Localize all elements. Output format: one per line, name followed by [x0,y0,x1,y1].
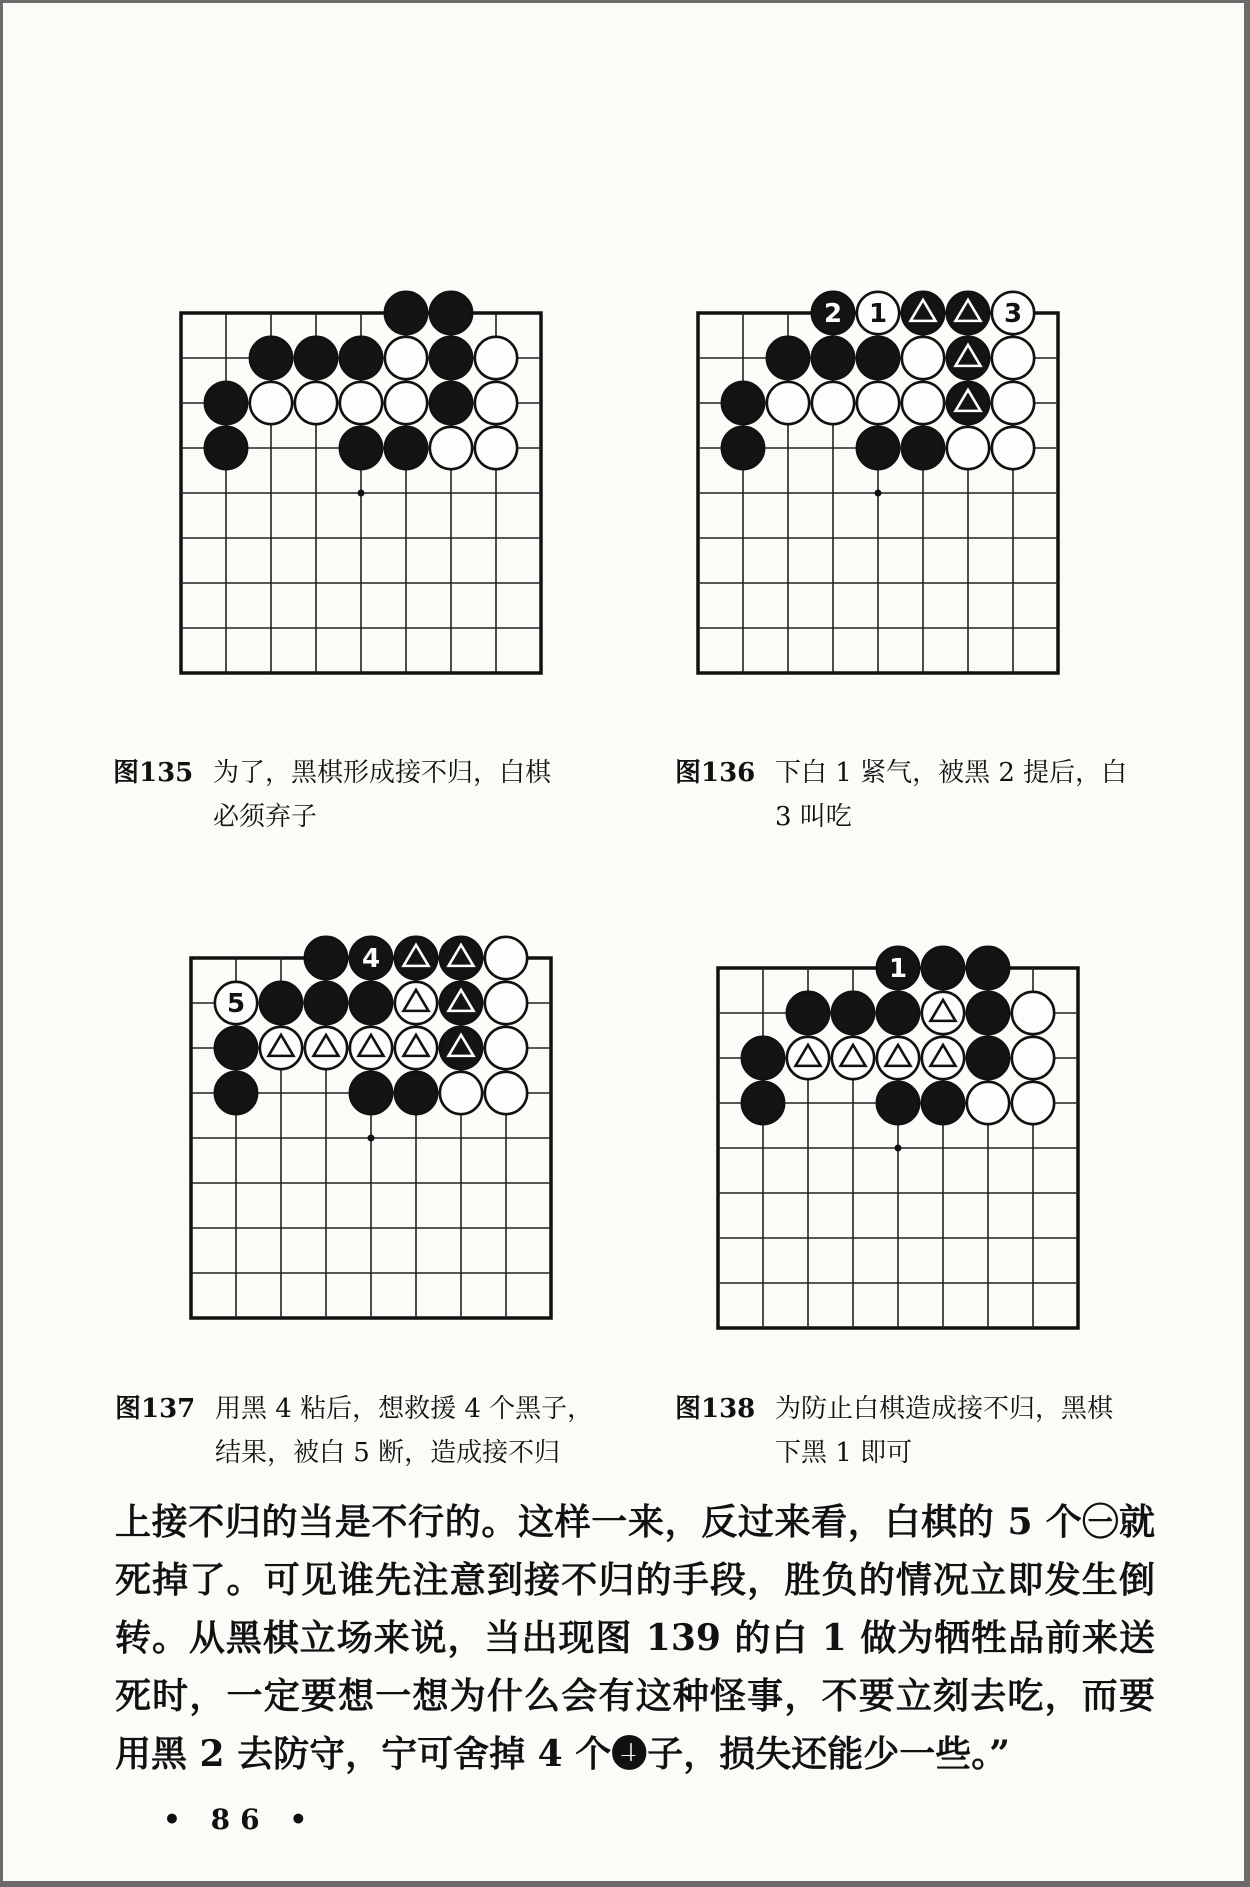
white-stone [967,1082,1009,1124]
caption-text: 用黑 4 粘后，想救援 4 个黑子， 结果，被白 5 断，造成接不归 [215,1394,594,1468]
move-number: 1 [868,299,888,329]
black-stone [395,937,437,979]
black-stone [430,337,472,379]
black-stone [902,292,944,334]
figure-label: 图138 [675,1394,756,1424]
caption-135 [113,751,613,839]
white-stone [902,382,944,424]
go-diagram-135 [181,293,571,693]
black-stone [215,1027,257,1069]
black-stone [967,992,1009,1034]
white-stone [947,427,989,469]
caption-137 [115,1387,655,1475]
white-stone [475,382,517,424]
white-stone [440,1072,482,1114]
black-stone [260,982,302,1024]
star-point [368,1135,375,1142]
black-stone [305,937,347,979]
white-stone [922,992,964,1034]
black-stone [742,1082,784,1124]
black-stone [340,427,382,469]
white-stone [922,1037,964,1079]
book-page [3,3,1244,1881]
white-stone [1012,1037,1054,1079]
white-stone [485,982,527,1024]
black-stone [395,1072,437,1114]
black-stone [440,982,482,1024]
black-stone [877,1082,919,1124]
body-paragraph [115,1493,1155,1783]
move-number: 1 [888,954,908,984]
white-stone [877,1037,919,1079]
caption-text: 为防止白棋造成接不归，黑棋 下黑 1 即可 [775,1394,1114,1468]
caption-text: 下白 1 紧气，被黑 2 提后，白 3 叫吃 [775,758,1128,832]
white-stone [485,937,527,979]
white-stone [475,337,517,379]
black-stone [877,992,919,1034]
move-number: 3 [1003,299,1023,329]
black-stone [215,1072,257,1114]
black-stone [385,427,427,469]
paragraph-text: 上接不归的当是不行的。这样一来，反过来看，白棋的 5 个㊀就死掉了。可见谁先注意到接不归的手段，胜负的情况立即发生倒转。从黑棋立场来说，当出现图 139 的白 1 做为牺牲品前来送死时，一定要想一想为什么会有这种怪事，不要立刻去吃，而要用黑 2 去防守，宁可舍掉 4 个❹子，损失还能少一些。” [115,1501,1155,1775]
black-stone [440,1027,482,1069]
black-stone [350,982,392,1024]
black-stone [812,337,854,379]
figure-label: 图136 [675,758,756,788]
go-diagram-136 [698,293,1088,693]
white-stone [305,1027,347,1069]
white-stone [250,382,292,424]
black-stone [922,947,964,989]
black-stone [922,1082,964,1124]
white-stone [485,1072,527,1114]
black-stone [902,427,944,469]
white-stone [812,382,854,424]
white-stone [992,292,1034,334]
white-stone [430,427,472,469]
white-stone [1012,992,1054,1034]
white-stone [902,337,944,379]
white-stone [395,1027,437,1069]
black-stone [787,992,829,1034]
black-stone [832,992,874,1034]
white-stone [787,1037,829,1079]
white-stone [992,427,1034,469]
black-stone [857,337,899,379]
figure-label: 图135 [113,758,194,788]
black-stone [722,382,764,424]
move-number: 4 [361,944,381,974]
black-stone [350,937,392,979]
black-stone [947,382,989,424]
white-stone [832,1037,874,1079]
star-point [875,490,882,497]
black-stone [742,1037,784,1079]
figure-label: 图137 [115,1394,196,1424]
black-stone [812,292,854,334]
white-stone [295,382,337,424]
page-number: • 86 • [163,1803,318,1836]
star-point [895,1145,902,1152]
move-number: 2 [823,299,843,329]
white-stone [475,427,517,469]
black-stone [947,292,989,334]
white-stone [260,1027,302,1069]
go-diagram-137 [191,938,581,1338]
white-stone [350,1027,392,1069]
black-stone [440,937,482,979]
white-stone [857,382,899,424]
white-stone [1012,1082,1054,1124]
black-stone [295,337,337,379]
black-stone [722,427,764,469]
go-diagram-138 [718,948,1108,1348]
black-stone [350,1072,392,1114]
white-stone [992,382,1034,424]
black-stone [967,947,1009,989]
black-stone [205,427,247,469]
black-stone [967,1037,1009,1079]
move-number: 5 [226,989,246,1019]
black-stone [250,337,292,379]
black-stone [877,947,919,989]
caption-text: 为了，黑棋形成接不归，白棋 必须弃子 [213,758,552,832]
white-stone [340,382,382,424]
white-stone [215,982,257,1024]
white-stone [385,337,427,379]
white-stone [992,337,1034,379]
white-stone [857,292,899,334]
caption-138 [675,1387,1195,1475]
white-stone [485,1027,527,1069]
white-stone [385,382,427,424]
black-stone [205,382,247,424]
white-stone [395,982,437,1024]
black-stone [385,292,427,334]
white-stone [767,382,809,424]
black-stone [857,427,899,469]
black-stone [767,337,809,379]
black-stone [430,382,472,424]
black-stone [430,292,472,334]
black-stone [947,337,989,379]
black-stone [305,982,347,1024]
black-stone [340,337,382,379]
caption-136 [675,751,1195,839]
star-point [358,490,365,497]
